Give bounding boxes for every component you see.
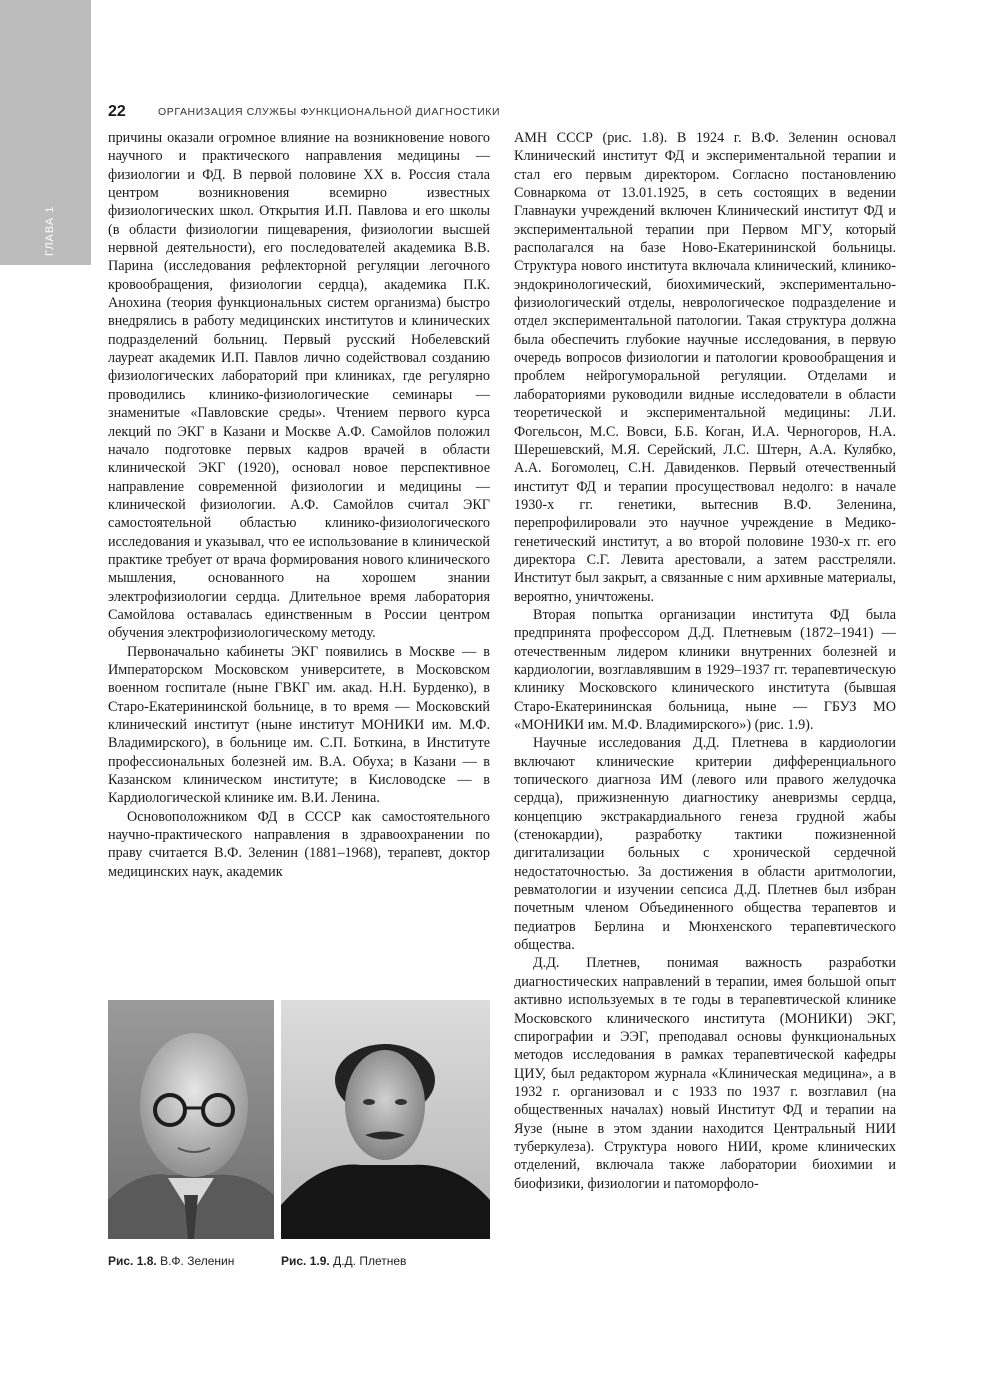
page-number: 22 bbox=[108, 103, 126, 120]
running-head: ОРГАНИЗАЦИЯ СЛУЖБЫ ФУНКЦИОНАЛЬНОЙ ДИАГНОСТИКИ bbox=[158, 106, 501, 118]
paragraph: АМН СССР (рис. 1.8). В 1924 г. В.Ф. Зеленин основал Клинический институт ФД и экспериментальной терапии и стал его первым директором. Согласно постановлению Совнаркома от 13.01.1925, в сеть состоящих в ведении Главнауки учреждений включен Клинический институт ФД и экспериментальной терапии при Первом МГУ, который располагался на базе Ново-Екатерининской больницы. Структура нового института включала клинический, клинико-эндокринологический, биохимический, экспериментально-физиологический отделы, неврологическое подразделение и отдел экспериментальной патологии. Такая структура должна была обеспечить глубокие научные исследования, в первую очередь вопросов физиологии и патологии кровообращения и проблем нейрогуморальной регуляции. Отделами и лабораториями руководили видные исследователи в области теоретической и экспериментальной медицины: Л.И. Фогельсон, М.С. Вовси, Б.Б. Коган, И.А. Черногоров, Н.А. Шерешевский, М.Я. Серейский, Л.С. Штерн, А.А. Кулябко, А.А. Богомолец, С.Н. Давиденков. Первый отечественный институт ФД и терапии просуществовал недолго: в начале 1930-х гг. генетики, вытеснив В.Ф. Зеленина, перепрофилировали это научное учреждение в Медико-генетический институт, а во второй половине 1930-х гг. его директора С.Г. Левита арестовали, а затем расстреляли. Институт был закрыт, а связанные с ним архивные материалы, вероятно, уничтожены. bbox=[514, 130, 896, 605]
figure-label: Рис. 1.8. bbox=[108, 1254, 157, 1268]
figure-name: В.Ф. Зеленин bbox=[160, 1254, 235, 1268]
figure-name: Д.Д. Плетнев bbox=[333, 1254, 407, 1268]
paragraph: Научные исследования Д.Д. Плетнева в кардиологии включают клинические критерии дифференциального топического диагноза ИМ (левого или правого желудочка сердца), прижизненную диагностику аневризмы сердца, концепцию экстракардиального генеза грудной жабы (стенокардии), разработку тактики пожизненной дигитализации больных с хронической сердечной недостаточностью. За достижения в области аритмологии, ревматологии и изучении сепсиса Д.Д. Плетнев был избран почетным членом Объединенного общества терапевтов и педиатров Берлина и Мюнхенского терапевтического общества. bbox=[514, 735, 896, 954]
right-column bbox=[514, 129, 896, 1193]
paragraph: Вторая попытка организации института ФД была предпринята профессором Д.Д. Плетневым (1872–1941) — отечественным лидером клиники внутренних болезней и кардиологии, возглавлявшим в 1929–1937 гг. терапевтическую клинику Московского клинического института (бывшая Старо-Екатерининская больница, ныне — ГБУЗ МО «МОНИКИ им. М.Ф. Владимирского») (рис. 1.9). bbox=[514, 606, 896, 733]
chapter-label: ГЛАВА 1 bbox=[44, 205, 56, 256]
figure-caption bbox=[108, 1254, 234, 1268]
paragraph: Д.Д. Плетнев, понимая важность разработки диагностических направлений в терапии, имея большой опыт активно используемых в те годы в терапевтической клинике Московского клинического института (МОНИКИ) ЭКГ, спирографии и ЭЭГ, преподавал основы функциональных методов исследования в рамках терапевтической кафедры ЦИУ, был редактором журнала «Клиническая медицина», а в 1932 г. организовал и с 1933 по 1937 г. возглавил (на общественных началах) новый Институт ФД и терапии на Яузе (ныне в этом здании находится Центральный НИИ туберкулеза). Структура нового НИИ, кроме клинических отделений, включала также лаборатории биохимии и биофизики, физиологии и патоморфоло- bbox=[514, 955, 896, 1192]
paragraph: Основоположником ФД в СССР как самостоятельного научно-практического направления в здравоохранении по праву считается В.Ф. Зеленин (1881–1968), терапевт, доктор медицинских наук, академик bbox=[108, 808, 490, 880]
figure-caption bbox=[281, 1254, 406, 1268]
figure-label: Рис. 1.9. bbox=[281, 1254, 330, 1268]
paragraph: причины оказали огромное влияние на возникновение нового научного и практического направления медицины — физиологии и ФД. В первой половине XX в. Россия стала центром возникновения всемирно известных физиологических школ. Открытия И.П. Павлова и его школы (в области физиологии пищеварения, физиологии высшей нервной деятельности), его последователей академика В.В. Парина (исследования рефлекторной регуляции легочного кровообращения, физиологии сердца), академика П.К. Анохина (теория функциональных систем организма) быстро внедрялись в работу медицинских институтов и клинических подразделений больниц. Первый русский Нобелевский лауреат академик И.П. Павлов лично содействовал созданию физиологических лабораторий при клиниках, где регулярно проводились клинико-физиологические семинары — знаменитые «Павловские среды». Чтением первого курса лекций по ЭКГ в Казани и Москве А.Ф. Самойлов положил начало подготовке первых кадров врачей в области клинической ЭКГ (1920), основал новое перспективное направление современной физиологии и медицины — клинической физиологии. А.Ф. Самойлов считал ЭКГ самостоятельной областью клинико-физиологического исследования и указывал, что ее использование в клинической практике требует от врача формирования нового клинического мышления, основанного на хорошем знании электрофизиологии сердца. Длительное время лаборатория Самойлова оставалась единственным в России центром обучения электрофизиологическому методу. bbox=[108, 130, 490, 642]
left-column bbox=[108, 129, 490, 881]
paragraph: Первоначально кабинеты ЭКГ появились в Москве — в Императорском Московском университете, в Московском военном госпитале (ныне ГВКГ им. акад. Н.Н. Бурденко), в Старо-Екатерининской больнице, в то время — Московский клинический институт (ныне институт МОНИКИ им. М.Ф. Владимирского), в больнице им. С.П. Боткина, в Институте профессиональных болезней им. В.А. Обуха; в Казани — в Казанском клиническом институте; в Кисловодске — в Кардиологической клинике им. В.И. Ленина. bbox=[108, 643, 490, 807]
portrait-photo-pletnev bbox=[281, 1000, 490, 1239]
portrait-photo-zelenin bbox=[108, 1000, 274, 1239]
